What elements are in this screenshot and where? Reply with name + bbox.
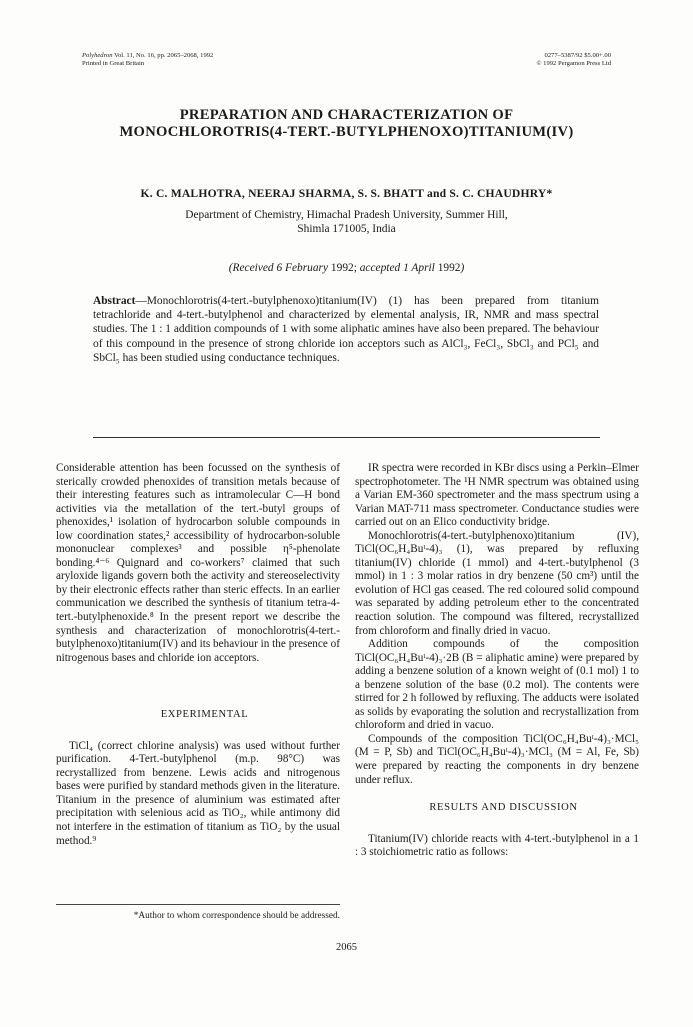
article-code: 0277–5387/92 $5.00+.00	[544, 52, 611, 59]
journal-citation: Vol. 11, No. 16, pp. 2065–2068, 1992	[114, 52, 214, 59]
received-line: (Received 6 February 1992; accepted 1 April 1992)	[228, 262, 465, 274]
affiliation	[100, 208, 593, 237]
abstract	[93, 294, 599, 365]
left-column	[56, 462, 340, 848]
journal-citation-block	[82, 52, 213, 68]
ir-paragraph: IR spectra were recorded in KBr discs using a Perkin–Elmer spectrophotometer. The ¹H NMR spectrum was obtained using a Varian EM-360 spectrometer and the mass spectrum using a Varian MAT-711 mass spectrometer. Conductance studies were carried out on an Elico conductivity bridge.	[355, 462, 639, 529]
abstract-label: Abstract	[93, 295, 136, 307]
footnote-divider	[56, 904, 340, 905]
accepted-label: accepted	[359, 262, 401, 274]
journal-name: Polyhedron	[82, 52, 113, 59]
results-heading: RESULTS AND DISCUSSION	[429, 802, 578, 814]
addition-paragraph: Addition compounds of the composition TiCl(OC₆H₄Buᵗ-4)₃·2B (B = aliphatic amine) were prepared by adding a benzene solution of a known weight of (0.1 mol) 1 to a benzene solution of the base (0.2 mol). The contents were stirred for 2 h followed by refluxing. The adducts were isolated as solids by evaporating the solution and recrystallization from chloroform and dried in vacuo.	[355, 638, 639, 732]
publisher-block	[537, 52, 612, 68]
received-date: 6 February	[276, 262, 329, 274]
compounds-paragraph: Compounds of the composition TiCl(OC₆H₄Buᵗ-4)₃·MCl₅ (M = P, Sb) and TiCl(OC₆H₄Buᵗ-4)₃·MCl₃ (M = Al, Fe, Sb) were prepared by reacting the components in dry benzene under reflux.	[355, 732, 639, 786]
abstract-divider	[93, 437, 600, 438]
experimental-paragraph: TiCl₄ (correct chlorine analysis) was used without further purification. 4-Tert.-butylphenol (m.p. 98°C) was recrystallized from benzene. Lewis acids and nitrogenous bases were purified by standard methods given in the literature. Titanium in the presence of aluminium was estimated after precipitation with selenious acid as TiO₂, while antimony did not interfere in the estimation of titanium as TiO₂ by the usual method.⁹	[56, 739, 340, 847]
page-number: 2065	[336, 942, 357, 953]
accepted-date: 1 April	[403, 262, 435, 274]
copyright-line: © 1992 Pergamon Press Ltd	[536, 60, 611, 68]
received-label: Received	[232, 262, 274, 274]
right-column	[355, 462, 639, 860]
abstract-text: —Monochlorotris(4-tert.-butylphenoxo)titanium(IV) (1) has been prepared from titanium tetrachloride and 4-tert.-butylphenol and characterized by elemental analysis, IR, NMR and mass spectral studies. The 1 : 1 addition compounds of 1 with some aliphatic amines have also been prepared. The behaviour of this compound in the presence of strong chloride ion acceptors such as AlCl₃, FeCl₃, SbCl₃ and PCl₅ and SbCl₅ has been studied using conductance techniques.	[93, 295, 599, 364]
received-year: 1992;	[330, 262, 357, 274]
accepted-year: 1992	[437, 262, 461, 274]
article-title: PREPARATION AND CHARACTERIZATION OF MONOCHLOROTRIS(4-TERT.-BUTYLPHENOXO)TITANIUM(IV)	[119, 107, 574, 140]
preparation-paragraph: Monochlorotris(4-tert.-butylphenoxo)titanium (IV), TiCl(OC₆H₄Buᵗ-4)₃ (1), was prepared by refluxing titanium(IV) chloride (1 mmol) and 4-tert.-butylphenol (3 mmol) in 1 : 3 molar ratios in dry benzene (50 cm³) until the evolution of HCl gas ceased. The red coloured solid compound was separated by adding petroleum ether to the concentrated reaction solution. The compound was filtered, recrystallized from chloroform and finally dried in vacuo.	[355, 529, 639, 637]
affiliation-line-1: Department of Chemistry, Himachal Pradesh University, Summer Hill,	[185, 209, 508, 221]
affiliation-line-2: Shimla 171005, India	[297, 223, 396, 236]
results-paragraph: Titanium(IV) chloride reacts with 4-tert.-butylphenol in a 1 : 3 stoichiometric ratio as follows:	[355, 832, 639, 859]
intro-paragraph: Considerable attention has been focussed on the synthesis of sterically crowded phenoxides of transition metals because of their interesting features such as intramolecular C—H bond activities via the metallation of the tert.-butyl groups of phenoxides,¹ isolation of hydrocarbon soluble compounds in low coordination states,² accessibility of hydrocarbon-soluble mononuclear complexes³ and possible η⁵-phenolate bonding.⁴⁻⁶ Quignard and co-workers⁷ claimed that such aryloxide ligands govern both the activity and stereoselectivity by their electronic effects rather than steric effects. In an earlier communication we described the synthesis of titanium tetra-4-tert.-butylphenoxide.⁸ In the present report we describe the synthesis and characterization of monochlorotris(4-tert.-butylphenoxo)titanium(IV) and its behaviour in the presence of nitrogenous bases and chloride ion acceptors.	[56, 462, 340, 664]
footnote: *Author to whom correspondence should be addressed.	[133, 911, 340, 921]
experimental-heading: EXPERIMENTAL	[160, 709, 249, 721]
author-list: K. C. MALHOTRA, NEERAJ SHARMA, S. S. BHATT and S. C. CHAUDHRY*	[140, 187, 553, 200]
printed-in: Printed in Great Britain	[82, 60, 145, 68]
